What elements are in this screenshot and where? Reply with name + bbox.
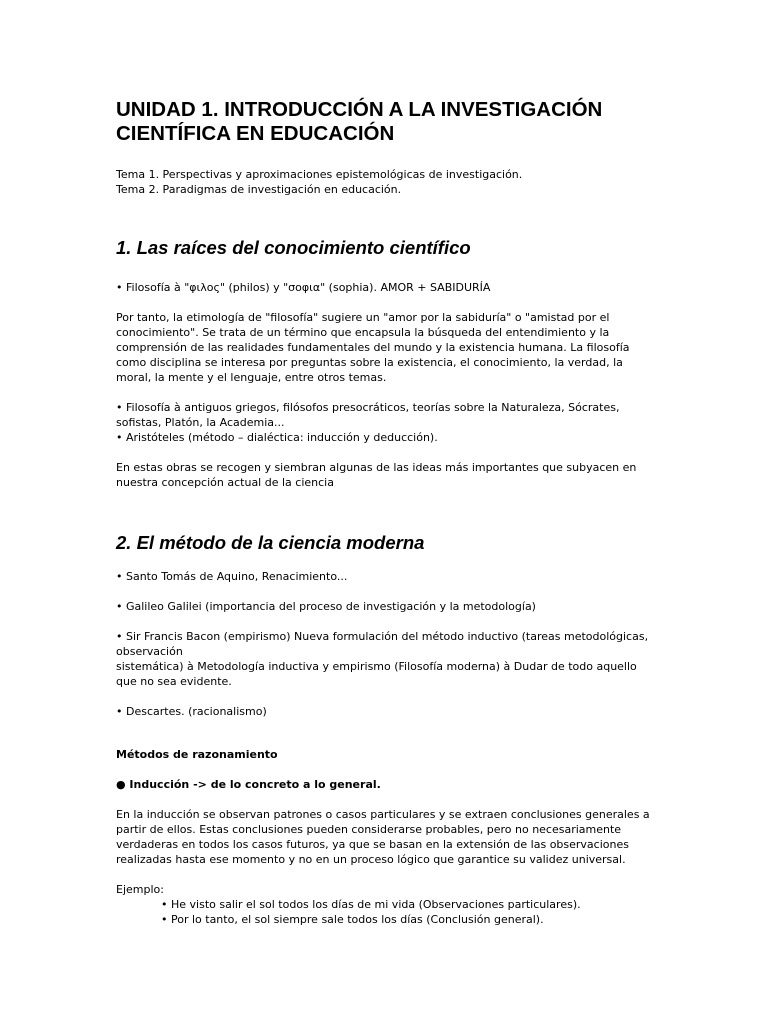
bullet-greeks-line: • Filosofía à antiguos griegos, filósofos presocráticos, teorías sobre la Naturaleza, Sócrates, (116, 401, 620, 414)
example-item: • Por lo tanto, el sol siempre sale todos los días (Conclusión general). (161, 913, 544, 926)
bullet-galileo: • Galileo Galilei (importancia del proceso de investigación y la metodología) (116, 600, 536, 613)
bullet-greeks-line: sofistas, Platón, la Academia... (116, 416, 285, 429)
topic-item: Tema 1. Perspectivas y aproximaciones epistemológicas de investigación. (116, 168, 523, 181)
bullet-bacon-line: observación (116, 645, 183, 658)
paragraph-induction: En la inducción se observan patrones o casos particulares y se extraen conclusiones generales a partir de ellos. Estas conclusiones pueden considerarse probables, pero no necesariamente verdaderas en todos los casos futuros, ya que se basan en la extensión de las observaciones realizadas hasta ese momento y no en un proceso lógico que garantice su validez universal. (116, 808, 650, 866)
document-title: UNIDAD 1. INTRODUCCIÓN A LA INVESTIGACIÓN CIENTÍFICA EN EDUCACIÓN (116, 98, 603, 145)
section-1-heading: 1. Las raíces del conocimiento científico (116, 237, 471, 258)
bullet-bacon-line: sistemática) à Metodología inductiva y empirismo (Filosofía moderna) à Dudar de todo aquello (116, 660, 637, 673)
bullet-greeks (116, 400, 656, 430)
bullet-bacon-line: • Sir Francis Bacon (empirismo) Nueva formulación del método inductivo (tareas metodológicas, (116, 630, 649, 643)
bullet-descartes: • Descartes. (racionalismo) (116, 705, 267, 718)
document-page (116, 98, 656, 927)
section-2-heading: 2. El método de la ciencia moderna (116, 532, 425, 553)
topics-list (116, 167, 656, 197)
methods-heading: Métodos de razonamiento (116, 748, 278, 761)
bullet-aristotle: • Aristóteles (método – dialéctica: inducción y deducción). (116, 431, 438, 444)
bullet-bacon-line: que no sea evidente. (116, 675, 232, 688)
bullet-aquinas: • Santo Tomás de Aquino, Renacimiento... (116, 570, 348, 583)
bullet-philosophy: • Filosofía à "φιλος" (philos) y "σοφια" (sophia). AMOR + SABIDURÍA (116, 281, 491, 294)
paragraph-works: En estas obras se recogen y siembran algunas de las ideas más importantes que subyacen en nuestra concepción actual de la ciencia (116, 461, 637, 489)
example-item: • He visto salir el sol todos los días de mi vida (Observaciones particulares). (161, 898, 581, 911)
example-label: Ejemplo: (116, 883, 164, 896)
topic-item: Tema 2. Paradigmas de investigación en educación. (116, 183, 402, 196)
paragraph-etymology: Por tanto, la etimología de "filosofía" sugiere un "amor por la sabiduría" o "amistad por el conocimiento". Se trata de un término que encapsula la búsqueda del entendimiento y la comprensión de las realidades fundamentales del mundo y la existencia humana. La filosofía como disciplina se interesa por preguntas sobre la existencia, el conocimiento, la verdad, la moral, la mente y el lenguaje, entre otros temas. (116, 311, 630, 384)
induction-heading: ● Inducción -> de lo concreto a lo general. (116, 778, 381, 791)
bullet-bacon (116, 629, 656, 689)
